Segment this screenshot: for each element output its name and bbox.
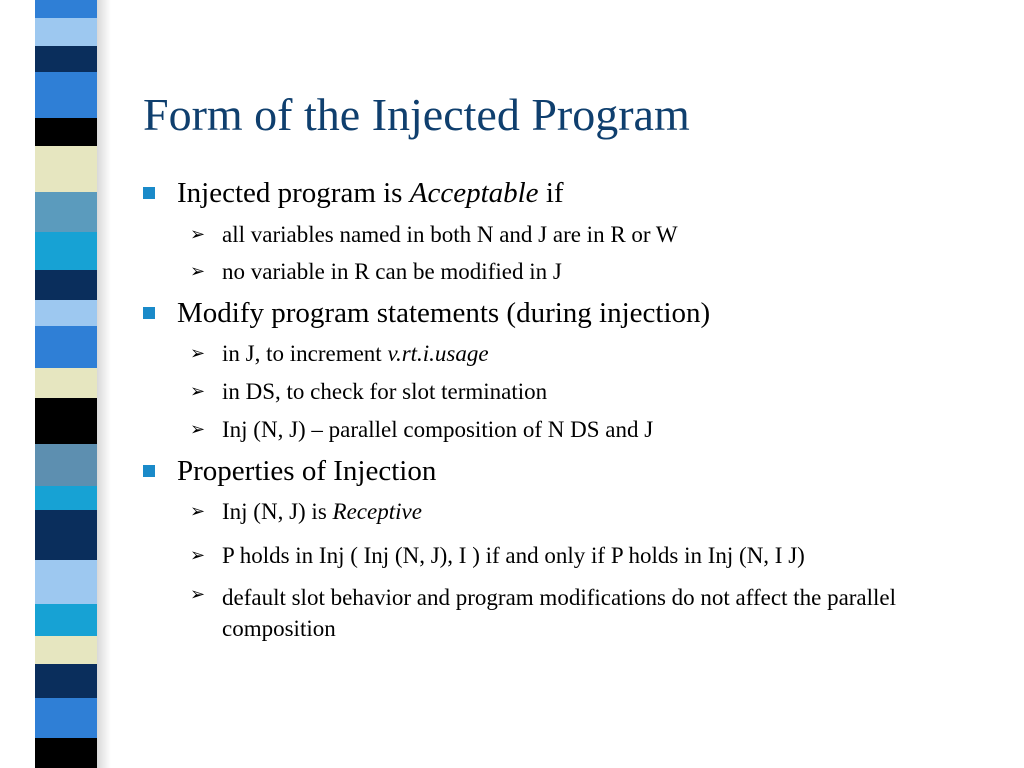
arrow-bullet-icon: ➢ [190, 224, 206, 245]
stripe-segment [35, 398, 97, 444]
stripe-segment [35, 698, 97, 738]
stripe-segment [35, 18, 97, 46]
stripe-segment [35, 270, 97, 300]
arrow-bullet-icon: ➢ [190, 261, 206, 282]
bullet-text: in J, to increment v.rt.i.usage [222, 341, 489, 366]
stripe-shadow [97, 0, 111, 768]
arrow-bullet-icon: ➢ [190, 584, 206, 605]
bullet-text: Inj (N, J) is Receptive [222, 499, 422, 524]
stripe-segment [35, 232, 97, 270]
arrow-bullet-icon: ➢ [190, 545, 206, 566]
stripe-segment [35, 486, 97, 510]
decorative-stripe-bar [35, 0, 97, 768]
arrow-bullet-icon: ➢ [190, 501, 206, 522]
stripe-segment [35, 510, 97, 560]
stripe-segment [35, 118, 97, 146]
stripe-segment [35, 368, 97, 398]
stripe-segment [35, 444, 97, 486]
stripe-segment [35, 0, 97, 18]
arrow-bullet-icon: ➢ [190, 419, 206, 440]
stripe-segment [35, 636, 97, 664]
stripe-segment [35, 72, 97, 118]
square-bullet-icon [143, 465, 155, 477]
stripe-segment [35, 664, 97, 698]
square-bullet-icon [143, 307, 155, 319]
stripe-segment [35, 46, 97, 72]
stripe-segment [35, 604, 97, 636]
bullet-text: Injected program is Acceptable if [177, 177, 564, 209]
slide-title: Form of the Injected Program [143, 89, 690, 140]
stripe-segment [35, 560, 97, 604]
arrow-bullet-icon: ➢ [190, 381, 206, 402]
square-bullet-icon [143, 187, 155, 199]
stripe-segment [35, 192, 97, 232]
stripe-segment [35, 326, 97, 368]
arrow-bullet-icon: ➢ [190, 343, 206, 364]
stripe-segment [35, 146, 97, 192]
stripe-segment [35, 300, 97, 326]
stripe-segment [35, 738, 97, 768]
